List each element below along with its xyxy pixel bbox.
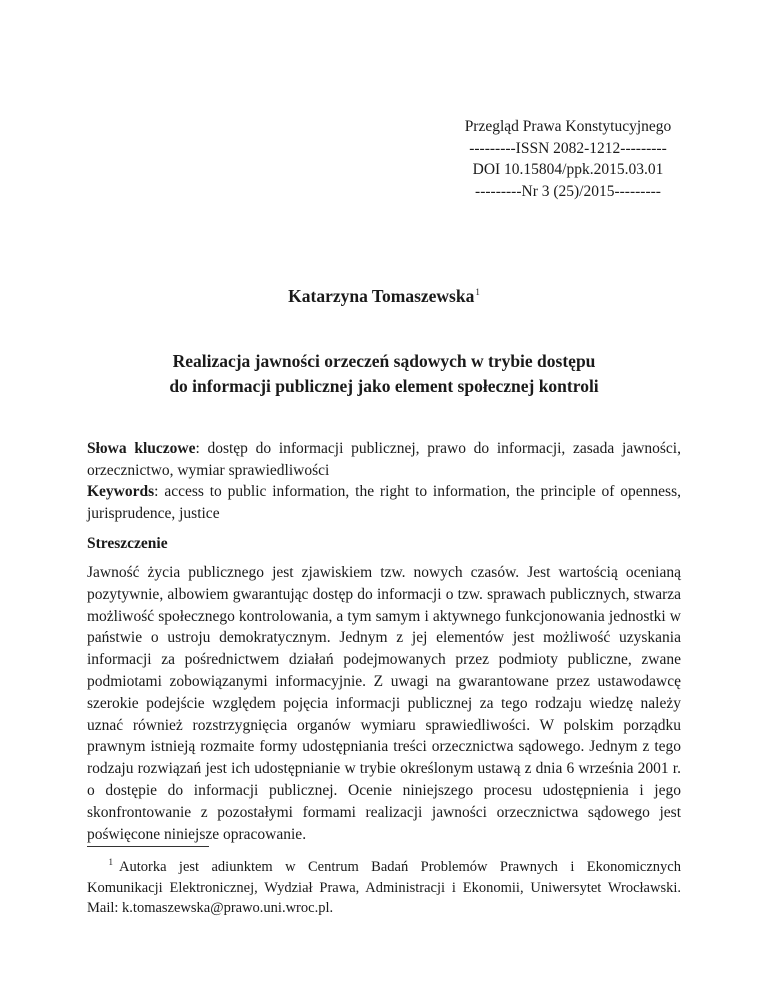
author-name: Katarzyna Tomaszewska bbox=[288, 286, 475, 306]
footnote-divider bbox=[87, 846, 209, 847]
footnote-number: 1 bbox=[108, 857, 113, 867]
article-title-line-1: Realizacja jawności orzeczeń sądowych w trybie dostępu bbox=[172, 351, 596, 371]
footnote-text: Autorka jest adiunktem w Centrum Badań Problemów Prawnych i Ekonomicznych Komunikacji Elektronicznej, Wydział Prawa, Administracji i Ekonomii, Uniwersytet Wrocławski. Mail: k.tomaszewska@prawo.uni.wroc.pl. bbox=[87, 859, 681, 916]
article-title bbox=[80, 349, 688, 398]
keywords-pl bbox=[87, 438, 681, 481]
journal-name: Przegląd Prawa Konstytucyjnego bbox=[464, 118, 672, 135]
author-footnote-mark: 1 bbox=[475, 287, 480, 297]
journal-header bbox=[412, 116, 724, 202]
journal-issue: ---------Nr 3 (25)/2015--------- bbox=[475, 182, 661, 200]
abstract-body: Jawność życia publicznego jest zjawiskiem tzw. nowych czasów. Jest wartością ocenianą pozytywnie, albowiem gwarantując dostęp do informacji o tzw. sprawach publicznych, stwarza możliwość społecznego kontrolowania, a tym samym i aktywnego funkcjonowania jednostki w państwie o ustroju demokratycznym. Jednym z jej elementów jest możliwość uzyskania informacji za pośrednictwem działań podejmowanych przez podmioty publiczne, zwane podmiotami zobowiązanymi informacyjnie. Z uwagi na gwarantowane przez ustawodawcę szerokie podejście względem pojęcia informacji publicznej za tego rodzaju wiedzę należy uznać również rozstrzygnięcia organów wymiaru sprawiedliwości. W polskim porządku prawnym istnieją rozmaite formy udostępniania treści orzecznictwa sądowego. Jednym z tego rodzaju rozwiązań jest ich udostępnianie w trybie określonym ustawą z dnia 6 września 2001 r. o dostępie do informacji publicznej. Ocenie niniejszego procesu udostępnienia i jego skonfrontowanie z pozostałymi formami realizacji jawności orzecznictwa sądowego jest poświęcone niniejsze opracowanie. bbox=[87, 564, 681, 843]
footnote bbox=[87, 852, 681, 919]
keywords-pl-text: : dostęp do informacji publicznej, prawo do informacji, zasada jawności, orzecznictwo, wymiar sprawiedliwości bbox=[87, 440, 681, 479]
article-title-line-2: do informacji publicznej jako element społecznej kontroli bbox=[169, 375, 599, 396]
keywords-pl-label: Słowa kluczowe bbox=[87, 440, 196, 457]
keywords-en-text: : access to public information, the right to information, the principle of openness, jurisprudence, justice bbox=[87, 483, 681, 522]
keywords-en-label: Keywords bbox=[87, 483, 155, 500]
author-line bbox=[0, 286, 768, 307]
keywords-en bbox=[87, 481, 681, 524]
journal-doi: DOI 10.15804/ppk.2015.03.01 bbox=[472, 161, 664, 178]
keywords-block bbox=[87, 438, 681, 524]
abstract-heading: Streszczenie bbox=[87, 535, 168, 552]
journal-issn: ---------ISSN 2082-1212--------- bbox=[469, 139, 667, 157]
